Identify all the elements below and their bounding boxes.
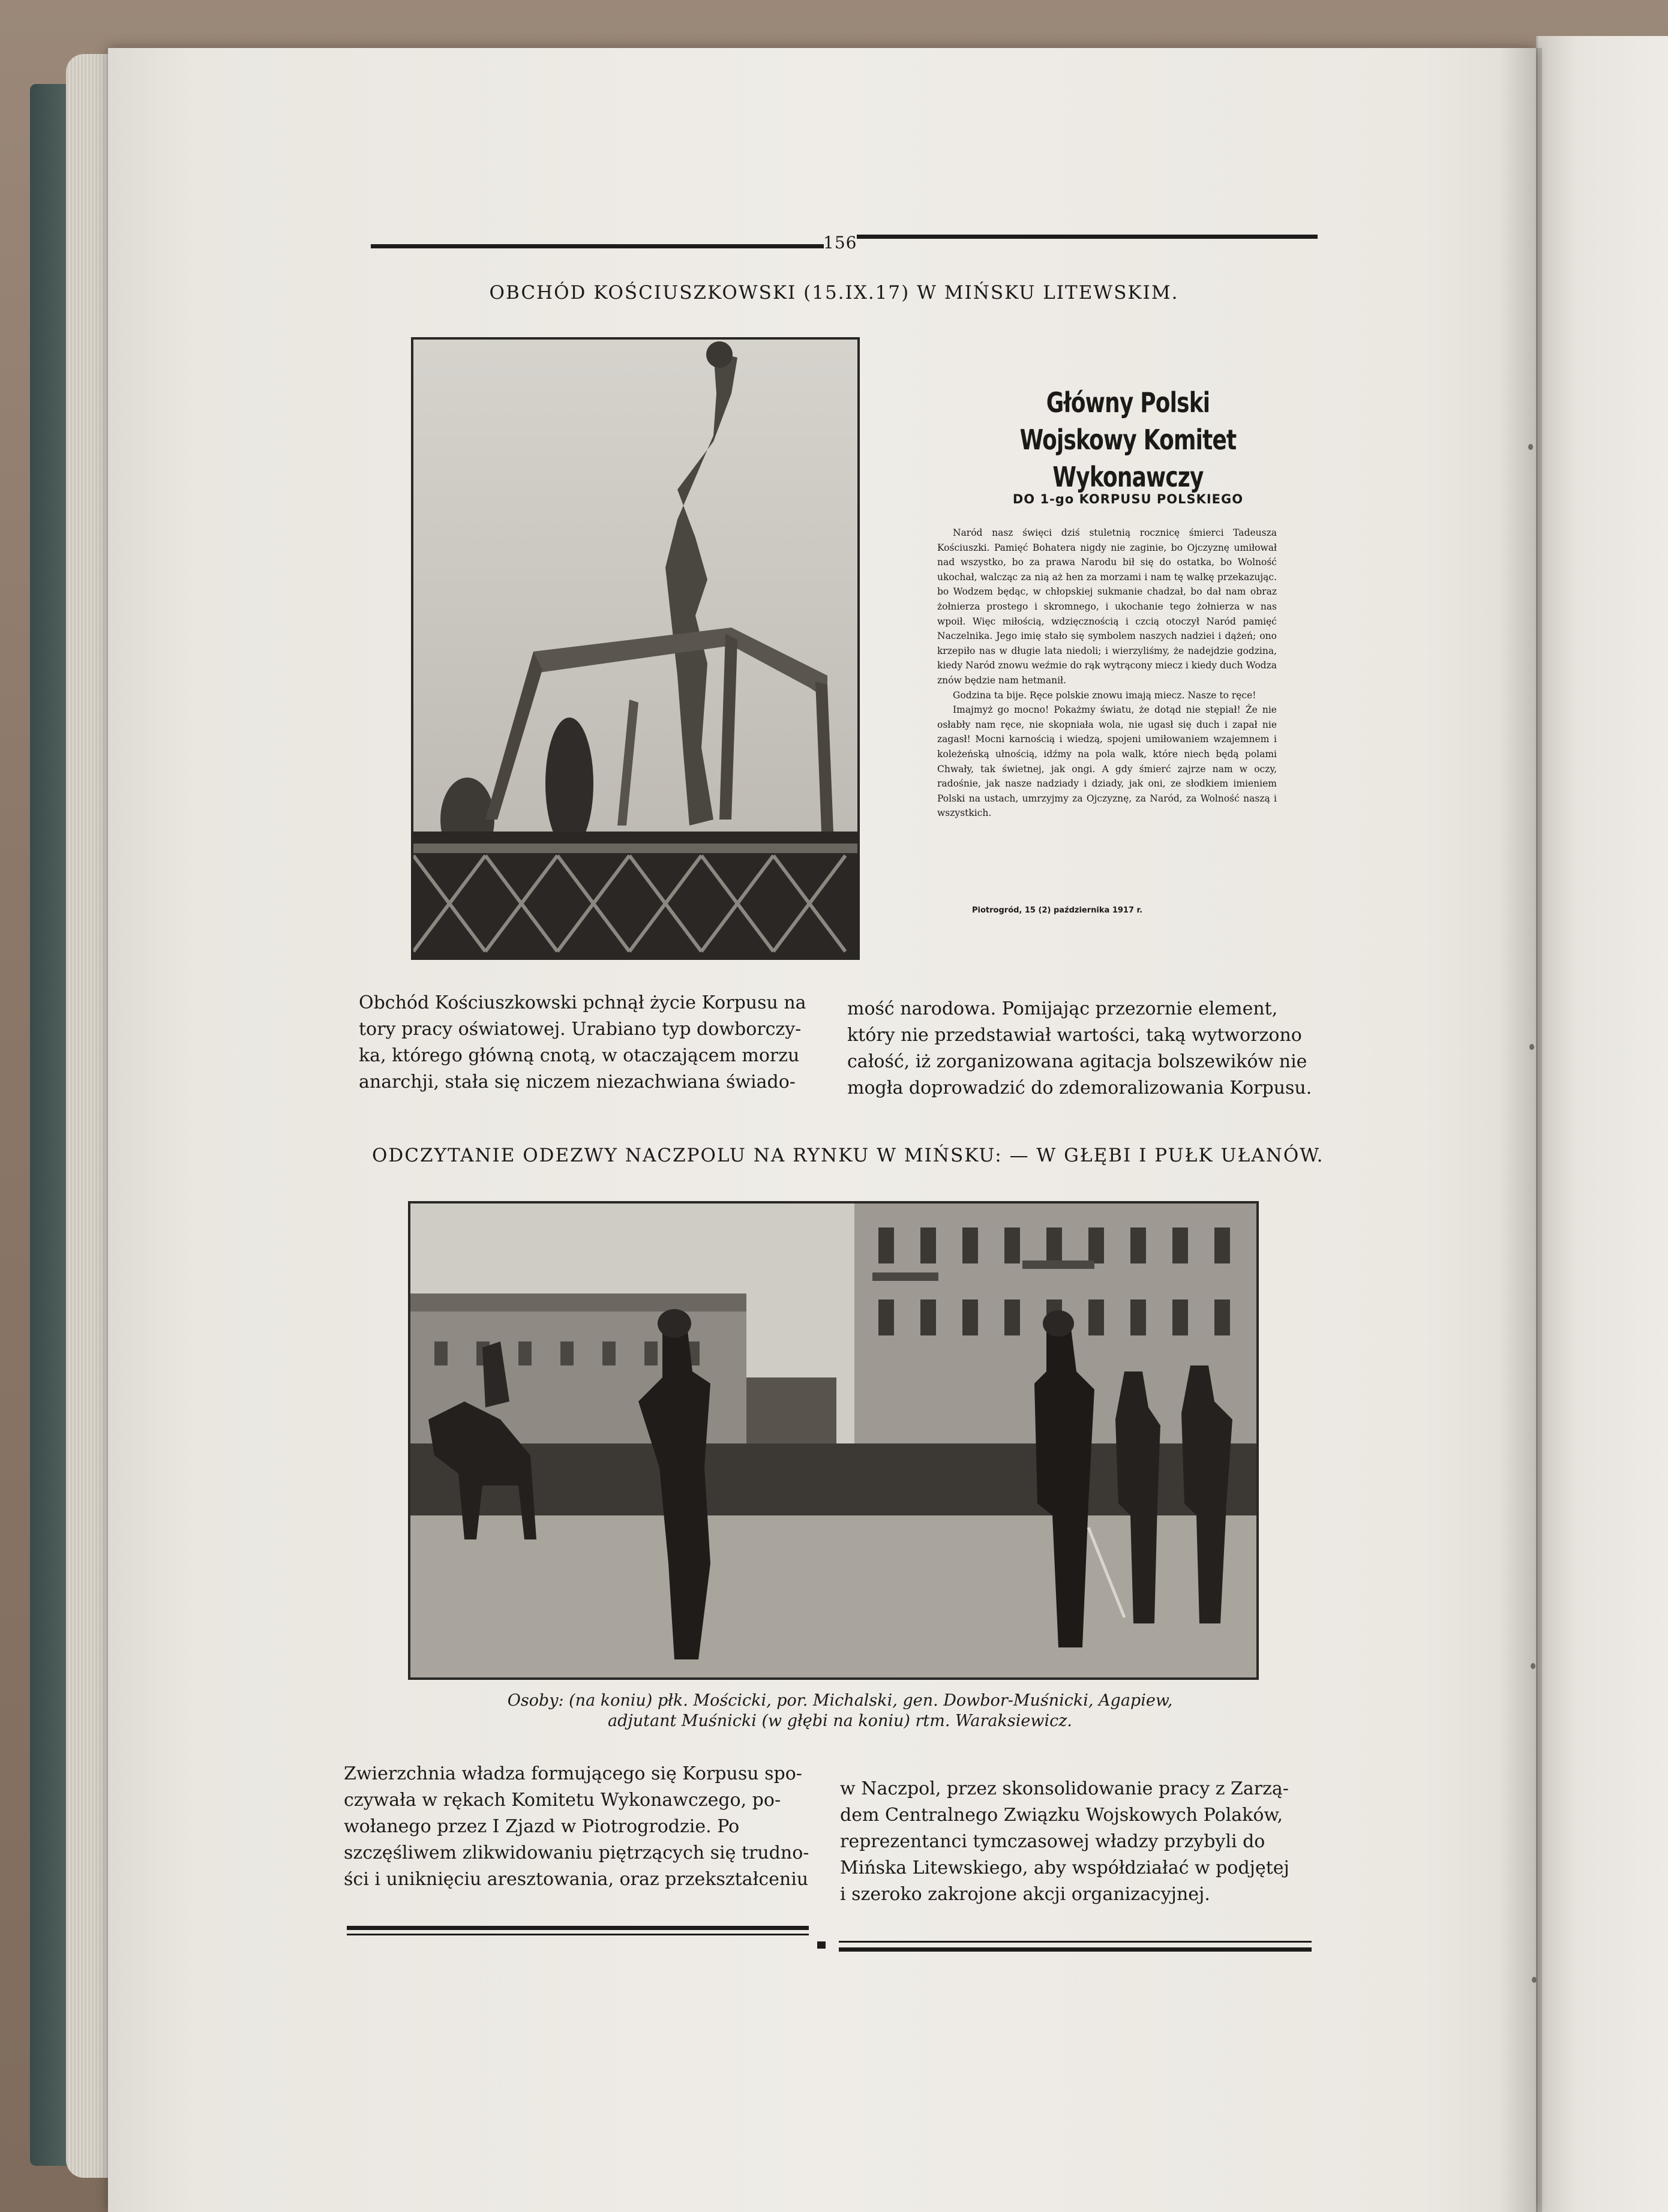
binding-hole: [1532, 1977, 1537, 1983]
text-line: ści i uniknięciu aresztowania, oraz przekształceniu: [344, 1869, 809, 1890]
text-line: ka, którego główną cnotą, w otaczającem morzu: [359, 1045, 800, 1066]
square-photo: [408, 1201, 1259, 1680]
text-column-right-bottom: [840, 1776, 1317, 1908]
proclamation-paragraph: Naród nasz święci dziś stuletnią rocznicę śmierci Tadeusza Kościuszki. Pamięć Bohatera nigdy nie zaginie, bo Ojczyznę umiłował nad wszystko, bo za prawa Narodu bił się do ostatka, bo Wolność ukochał, walcząc za nią aż hen za morzami i nam tę walkę przekazując. bo Wodzem będąc, w chłopskiej sukmanie chadzał, bo dał nam obraz żołnierza prostego i skromnego, i ukochanie tego żołnierza w nas wpoił. Więc miłością, wdzięcznością i czcią otoczył Naród pamięć Naczelnika. Jego imię stało się symbolem naszych nadziei i dążeń; ono krzepiło nas w długie lata niedoli; i wierzyliśmy, że nadejdzie godzina, kiedy Naród znowu weźmie do rąk wytrącony miecz i kiedy duch Wodza znów będzie nam hetmanił.: [937, 527, 1277, 686]
page-number: 156: [823, 233, 857, 253]
proclamation-title-line-2: Wykonawczy: [1052, 461, 1204, 493]
proclamation-title: [990, 384, 1266, 496]
photo-caption: [420, 1691, 1260, 1731]
footer-rule-right-thin: [839, 1941, 1312, 1943]
text-line: i szeroko zakrojone akcji organizacyjnej.: [840, 1884, 1210, 1905]
proclamation-title-line-1: Główny Polski Wojskowy Komitet: [1019, 386, 1237, 456]
text-line: Zwierzchnia władza formującego się Korpusu spo-: [344, 1763, 802, 1784]
text-line: reprezentanci tymczasowej władzy przybyli do: [840, 1831, 1265, 1852]
proclamation-signoff: Piotrogród, 15 (2) października 1917 r.: [972, 906, 1143, 915]
text-line: dem Centralnego Związku Wojskowych Polaków,: [840, 1805, 1283, 1826]
monument-photo: [411, 337, 860, 960]
photo-caption-line: Osoby: (na koniu) płk. Mościcki, por. Michalski, gen. Dowbor-Muśnicki, Agapiew,: [507, 1691, 1173, 1710]
text-line: całość, iż zorganizowana agitacja bolszewików nie: [847, 1051, 1307, 1072]
text-column-left-bottom: [344, 1761, 811, 1893]
proclamation-subtitle: DO 1-go KORPUSU POLSKIEGO: [1012, 492, 1244, 506]
footer-ornament: [817, 1941, 826, 1949]
binding-hole: [1531, 1663, 1535, 1669]
text-line: anarchji, stała się niczem niezachwiana świado-: [359, 1072, 796, 1093]
text-column-right-top: [847, 996, 1315, 1102]
text-line: mość narodowa. Pomijając przezornie element,: [847, 998, 1278, 1019]
text-line: mogła doprowadzić do zdemoralizowania Korpusu.: [847, 1078, 1312, 1099]
section-heading: OBCHÓD KOŚCIUSZKOWSKI (15.IX.17) W MIŃSKU LITEWSKIM.: [489, 282, 1179, 304]
text-line: Obchód Kościuszkowski pchnął życie Korpusu na: [359, 992, 806, 1013]
header-rule-left: [371, 244, 824, 248]
section-heading: ODCZYTANIE ODEZWY NACZPOLU NA RYNKU W MIŃSKU: — W GŁĘBI I PUŁK UŁANÓW.: [372, 1145, 1324, 1166]
text-line: czywała w rękach Komitetu Wykonawczego, po-: [344, 1790, 781, 1811]
gutter-shadow: [1500, 48, 1542, 2212]
text-line: który nie przedstawiał wartości, taką wytworzono: [847, 1025, 1302, 1046]
facing-page: [1536, 36, 1668, 2212]
header-rule-right: [857, 235, 1318, 239]
text-line: szczęśliwem zlikwidowaniu piętrzących się trudno-: [344, 1842, 809, 1863]
binding-hole: [1528, 444, 1533, 450]
text-line: wołanego przez I Zjazd w Piotrogrodzie. Po: [344, 1816, 740, 1837]
photo-caption-line: adjutant Muśnicki (w głębi na koniu) rtm. Waraksiewicz.: [607, 1712, 1073, 1730]
proclamation-body: [937, 526, 1277, 821]
text-column-left-top: [359, 990, 820, 1096]
footer-rule-left-thin: [347, 1934, 809, 1935]
text-line: tory pracy oświatowej. Urabiano typ dowborczy-: [359, 1019, 802, 1040]
proclamation-paragraph: Imajmyż go mocno! Pokażmy światu, że dotąd nie stępiał! Że nie osłabły nam ręce, nie skopniała wola, nie ugasł się duch i zapał nie zagasł! Mocni karnością i wiedzą, spojeni umiłowaniem wzajemnem i koleżeńską ułnością, idźmy na pola walk, które niech będą polami Chwały, tak świetnej, jak ongi. A gdy śmierć zajrze nam w oczy, radośnie, jak nasze nadziady i dziady, jak oni, ze słodkiem imieniem Polski na ustach, umrzyjmy za Ojczyznę, za Naród, za Wolność naszą i wszystkich.: [937, 704, 1277, 819]
footer-rule-left: [347, 1926, 809, 1930]
binding-hole: [1529, 1044, 1534, 1050]
footer-rule-right: [839, 1947, 1312, 1952]
text-line: Mińska Litewskiego, aby współdziałać w podjętej: [840, 1857, 1289, 1878]
proclamation-paragraph: Godzina ta bije. Ręce polskie znowu imają miecz. Nasze to ręce!: [953, 689, 1256, 701]
text-line: w Naczpol, przez skonsolidowanie pracy z Zarzą-: [840, 1778, 1289, 1799]
